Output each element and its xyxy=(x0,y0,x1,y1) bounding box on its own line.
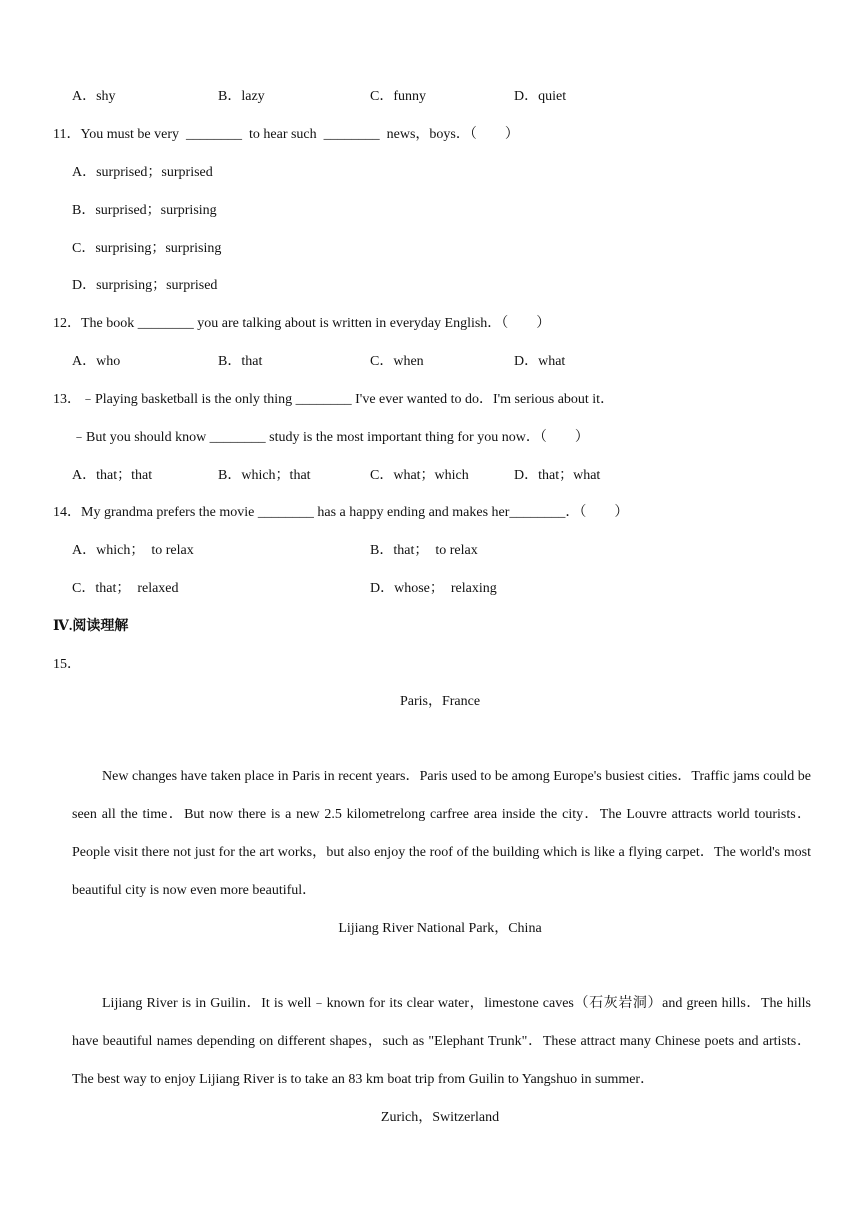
q14-option-b: B．that； to relax xyxy=(370,543,478,558)
q12-option-b: B．that xyxy=(218,354,263,369)
lijiang-paragraph: Lijiang River is in Guilin．It is well﹣known for its clear water，limestone caves（石灰岩洞）and green hills．The hills have beautiful names depending on different shapes，such as "Elephant Trunk"．These attract many Chinese poets and artists．The best way to enjoy Lijiang River is to take an 83 km boat trip from Guilin to Yangshuo in summer． xyxy=(72,996,811,1087)
q12-option-c: C．when xyxy=(370,354,424,369)
q12-option-d: D．what xyxy=(514,354,566,369)
q13-option-c: C．what；which xyxy=(370,468,469,483)
q10-option-b: B．lazy xyxy=(218,89,265,104)
q11-option-c: C．surprising；surprising xyxy=(72,241,222,256)
paris-title: Paris，France xyxy=(399,694,481,709)
zurich-title: Zurich，Switzerland xyxy=(380,1110,500,1125)
q11-option-b: B．surprised；surprising xyxy=(72,203,217,218)
q10-option-a: A．shy xyxy=(72,89,116,104)
q15-number: 15． xyxy=(53,657,81,672)
q11-option-d: D．surprising；surprised xyxy=(72,278,218,293)
lijiang-title: Lijiang River National Park，China xyxy=(338,921,542,936)
q13-option-b: B．which；that xyxy=(218,468,311,483)
q14-option-a: A．which； to relax xyxy=(72,543,194,558)
paris-paragraph: New changes have taken place in Paris in recent years．Paris used to be among Europe's busiest cities．Traffic jams could be seen all the time．But now there is a new 2.5 kilometrelong carfree area inside the city．The Louvre attracts world tourists．People visit there not just for the art works，but also enjoy the roof of the building which is like a flying carpet．The world's most beautiful city is now even more beautiful． xyxy=(72,769,811,898)
q12-stem: 12．The book ________ you are talking about is written in everyday English．（ ） xyxy=(53,316,551,331)
q13-stem-line1: 13．﹣Playing basketball is the only thing ________ I've ever wanted to do．I'm serious about it． xyxy=(53,392,615,407)
q14-stem: 14．My grandma prefers the movie ________ has a happy ending and makes her________．（ ） xyxy=(53,505,629,520)
q11-option-a: A．surprised；surprised xyxy=(72,165,213,180)
q14-option-d: D．whose； relaxing xyxy=(370,581,497,596)
q11-stem: 11．You must be very ________ to hear such ________ news，boys．（ ） xyxy=(53,127,519,142)
q12-option-a: A．who xyxy=(72,354,121,369)
q10-option-c: C．funny xyxy=(370,89,426,104)
q14-option-c: C．that； relaxed xyxy=(72,581,179,596)
q13-stem-line2: ﹣But you should know ________ study is the most important thing for you now．（ ） xyxy=(72,430,589,445)
section-heading: Ⅳ.阅读理解 xyxy=(53,619,129,634)
q10-option-d: D．quiet xyxy=(514,89,567,104)
q13-option-a: A．that；that xyxy=(72,468,153,483)
q13-option-d: D．that；what xyxy=(514,468,601,483)
